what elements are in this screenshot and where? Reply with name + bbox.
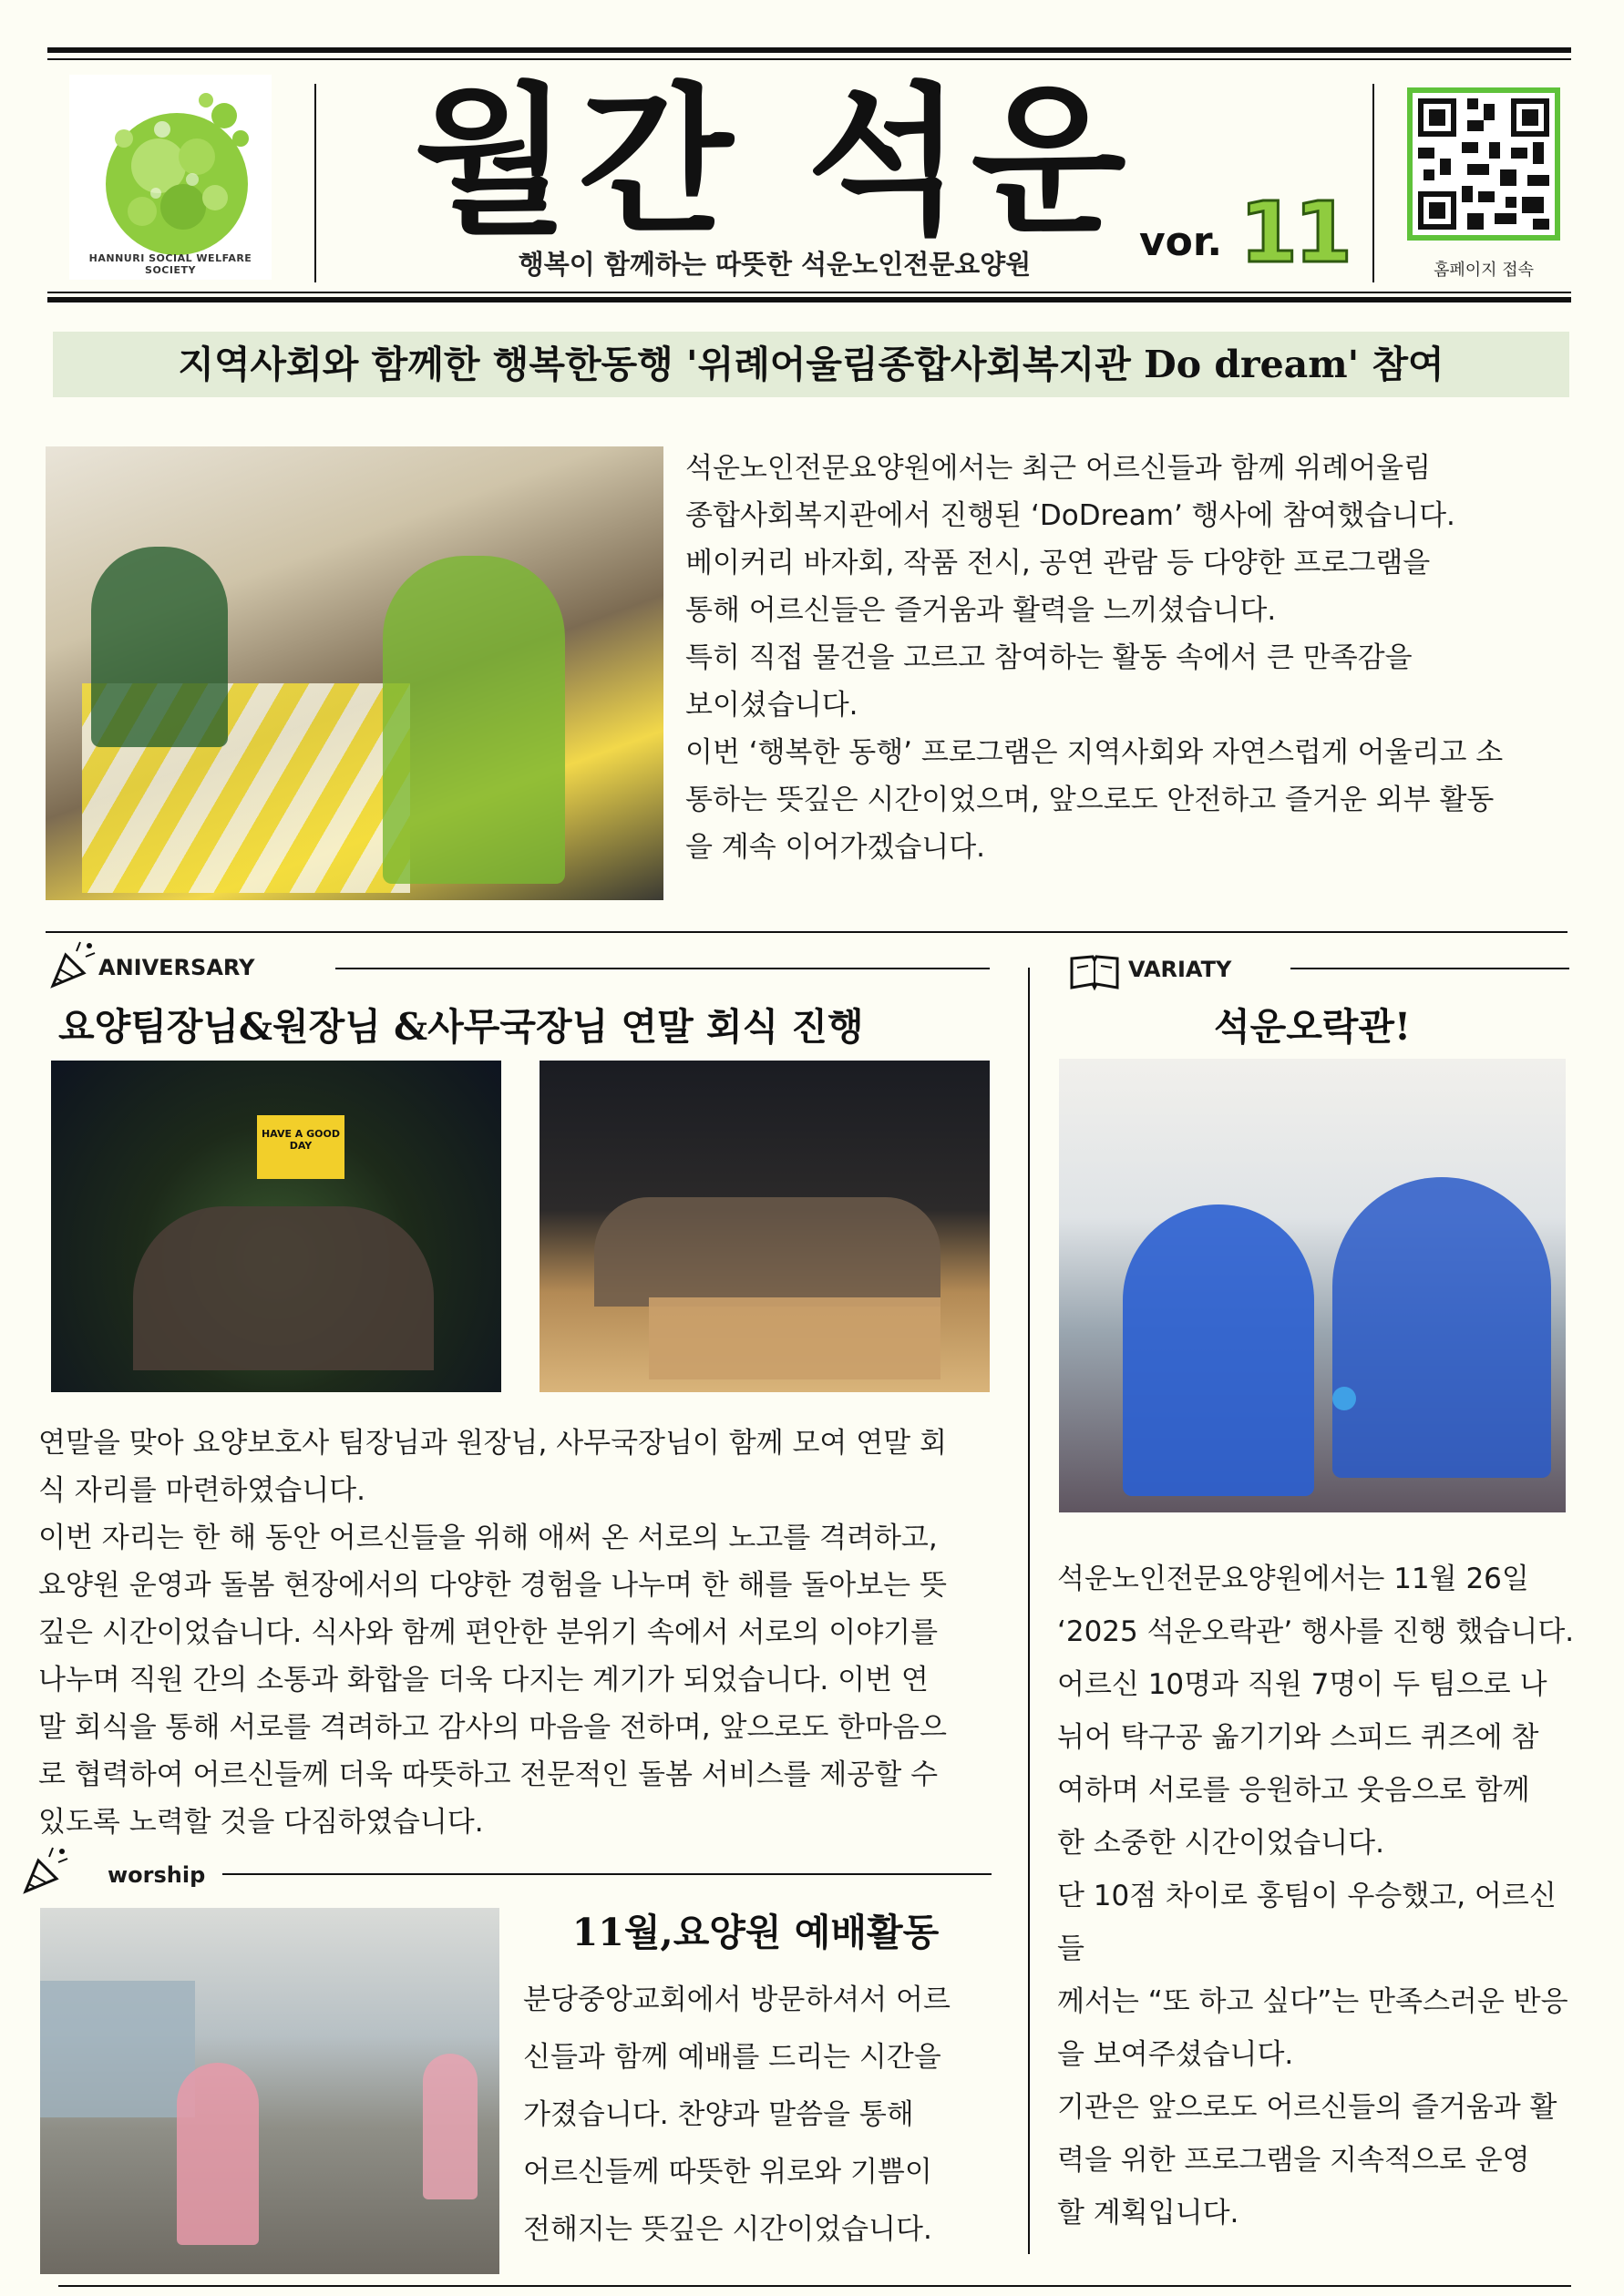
party-popper-icon bbox=[18, 1844, 73, 1899]
logo-text: HANNURI SOCIAL WELFARE SOCIETY bbox=[88, 252, 252, 276]
page-title: 월간 석운 bbox=[414, 68, 1136, 255]
variaty-line: 한 소중한 시간이었습니다. bbox=[1057, 1827, 1384, 1860]
variaty-line: 할 계획입니다. bbox=[1057, 2197, 1239, 2229]
worship-photo bbox=[40, 1908, 499, 2274]
lead-line: 종합사회복지관에서 진행된 ‘DoDream’ 행사에 참여했습니다. bbox=[685, 499, 1455, 532]
photo-ball bbox=[1332, 1387, 1356, 1410]
variaty-line: 석운노인전문요양원에서는 11월 26일 bbox=[1057, 1563, 1529, 1595]
worship-body bbox=[523, 1972, 997, 2259]
anniversary-line: 식 자리를 마련하였습니다. bbox=[38, 1474, 365, 1507]
anniversary-line: 나누며 직원 간의 소통과 화합을 더욱 다지는 계기가 되었습니다. 이번 연 bbox=[38, 1664, 929, 1696]
anniversary-line: 연말을 맞아 요양보호사 팀장님과 원장님, 사무국장님이 함께 모여 연말 회 bbox=[38, 1427, 947, 1460]
top-border-thick bbox=[47, 47, 1571, 53]
top-border-thin bbox=[47, 58, 1571, 60]
worship-tag: worship bbox=[108, 1862, 206, 1888]
worship-line: 신들과 함께 예배를 드리는 시간을 bbox=[523, 2041, 941, 2074]
lead-headline: 지역사회와 함께한 행복한동행 '위례어울림종합사회복지관 Do dream' 참여 bbox=[53, 332, 1569, 397]
open-book-icon bbox=[1068, 953, 1121, 993]
worship-line: 분당중앙교회에서 방문하셔서 어르 bbox=[523, 1983, 951, 2016]
qr-code[interactable] bbox=[1407, 87, 1560, 241]
anniversary-line: 이번 자리는 한 해 동안 어르신들을 위해 애써 온 서로의 노고를 격려하고, bbox=[38, 1522, 938, 1554]
lead-line: 이번 ‘행복한 동행’ 프로그램은 지역사회와 자연스럽게 어울리고 소 bbox=[685, 736, 1504, 769]
variaty-line: 뉘어 탁구공 옮기기와 스피드 퀴즈에 참 bbox=[1057, 1721, 1539, 1754]
variaty-line: 단 10점 차이로 홍팀이 우승했고, 어르신들 bbox=[1057, 1880, 1557, 1965]
header-bottom-thin bbox=[47, 292, 1571, 293]
variaty-line: 을 보여주셨습니다. bbox=[1057, 2038, 1294, 2071]
worship-tag-line bbox=[222, 1873, 992, 1875]
variaty-line: 께서는 “또 하고 싶다”는 만족스러운 반응 bbox=[1057, 1985, 1568, 2018]
photo-person bbox=[1123, 1204, 1314, 1496]
photo-person bbox=[1332, 1177, 1551, 1478]
qr-caption: 홈페이지 접속 bbox=[1433, 261, 1535, 280]
anniversary-line: 깊은 시간이었습니다. 식사와 함께 편안한 분위기 속에서 서로의 이야기를 bbox=[38, 1616, 939, 1649]
variaty-line: ‘2025 석운오락관’ 행사를 진행 했습니다. bbox=[1057, 1615, 1575, 1648]
header-divider-right bbox=[1372, 84, 1374, 282]
anniversary-photo-2 bbox=[540, 1061, 990, 1392]
variaty-body bbox=[1057, 1553, 1577, 2240]
lead-line: 보이셨습니다. bbox=[685, 689, 858, 722]
photo-person bbox=[177, 2063, 259, 2245]
qr-code-icon bbox=[1413, 93, 1555, 235]
lead-body bbox=[685, 445, 1578, 871]
logo-bubbles-icon bbox=[69, 75, 272, 280]
variaty-tag: VARIATY bbox=[1128, 957, 1232, 982]
photo-group bbox=[133, 1206, 434, 1370]
anniversary-line: 로 협력하여 어르신들께 더욱 따뜻하고 전문적인 돌봄 서비스를 제공할 수 bbox=[38, 1758, 939, 1791]
lead-line: 특히 직접 물건을 고르고 참여하는 활동 속에서 큰 만족감을 bbox=[685, 641, 1413, 674]
variaty-tag-line bbox=[1290, 968, 1569, 969]
variaty-photo bbox=[1059, 1059, 1566, 1512]
bottom-rule bbox=[58, 2285, 1571, 2287]
worship-headline: 11월,요양원 예배활동 bbox=[571, 1911, 940, 1954]
lead-line: 베이커리 바자회, 작품 전시, 공연 관람 등 다양한 프로그램을 bbox=[685, 547, 1431, 579]
anniversary-tag-line bbox=[335, 968, 990, 969]
variaty-line: 기관은 앞으로도 어르신들의 즐거움과 활 bbox=[1057, 2091, 1557, 2124]
anniversary-photo-1 bbox=[51, 1061, 501, 1392]
photo-window bbox=[40, 1981, 195, 2117]
lead-photo bbox=[46, 446, 663, 900]
variaty-line: 력을 위한 프로그램을 지속적으로 운영 bbox=[1057, 2144, 1530, 2177]
anniversary-tag: ANIVERSARY bbox=[98, 955, 255, 980]
header-divider-left bbox=[314, 84, 316, 282]
page-subtitle: 행복이 함께하는 따뜻한 석운노인전문요양원 bbox=[518, 249, 1032, 280]
column-divider bbox=[1028, 968, 1030, 2254]
lead-line: 석운노인전문요양원에서는 최근 어르신들과 함께 위례어울림 bbox=[685, 452, 1432, 485]
anniversary-line: 말 회식을 통해 서로를 격려하고 감사의 마음을 전하며, 앞으로도 한마음으 bbox=[38, 1711, 947, 1744]
worship-line: 어르신들께 따뜻한 위로와 기쁨이 bbox=[523, 2156, 932, 2188]
header-bottom-thick bbox=[47, 297, 1571, 302]
lead-line: 통하는 뜻깊은 시간이었으며, 앞으로도 안전하고 즐거운 외부 활동 bbox=[685, 784, 1495, 816]
photo-sign bbox=[257, 1115, 344, 1179]
variaty-headline: 석운오락관! bbox=[1213, 1005, 1412, 1049]
variaty-line: 여하며 서로를 응원하고 웃음으로 함께 bbox=[1057, 1774, 1530, 1807]
photo-table bbox=[649, 1297, 940, 1379]
lead-separator bbox=[46, 931, 1567, 933]
lead-photo-person bbox=[383, 556, 565, 884]
lead-line: 을 계속 이어가겠습니다. bbox=[685, 831, 986, 864]
photo-group bbox=[594, 1197, 940, 1307]
variaty-line: 어르신 10명과 직원 7명이 두 팀으로 나 bbox=[1057, 1668, 1547, 1701]
anniversary-body bbox=[38, 1420, 1004, 1846]
anniversary-headline: 요양팀장님&원장님 &사무국장님 연말 회식 진행 bbox=[58, 1005, 864, 1049]
lead-photo-person bbox=[91, 547, 228, 747]
anniversary-line: 있도록 노력할 것을 다짐하였습니다. bbox=[38, 1806, 484, 1839]
logo bbox=[69, 75, 272, 280]
anniversary-line: 요양원 운영과 돌봄 현장에서의 다양한 경험을 나누며 한 해를 돌아보는 뜻 bbox=[38, 1569, 947, 1602]
version-number: 11 bbox=[1239, 184, 1350, 282]
photo-sign-text: HAVE A GOOD DAY bbox=[261, 1128, 341, 1152]
photo-person bbox=[423, 2054, 478, 2199]
lead-line: 통해 어르신들은 즐거움과 활력을 느끼셨습니다. bbox=[685, 594, 1277, 627]
worship-line: 전해지는 뜻깊은 시간이었습니다. bbox=[523, 2213, 932, 2246]
party-popper-icon bbox=[46, 938, 100, 993]
version-label: vor. bbox=[1139, 219, 1223, 265]
worship-line: 가졌습니다. 찬양과 말씀을 통해 bbox=[523, 2098, 914, 2131]
